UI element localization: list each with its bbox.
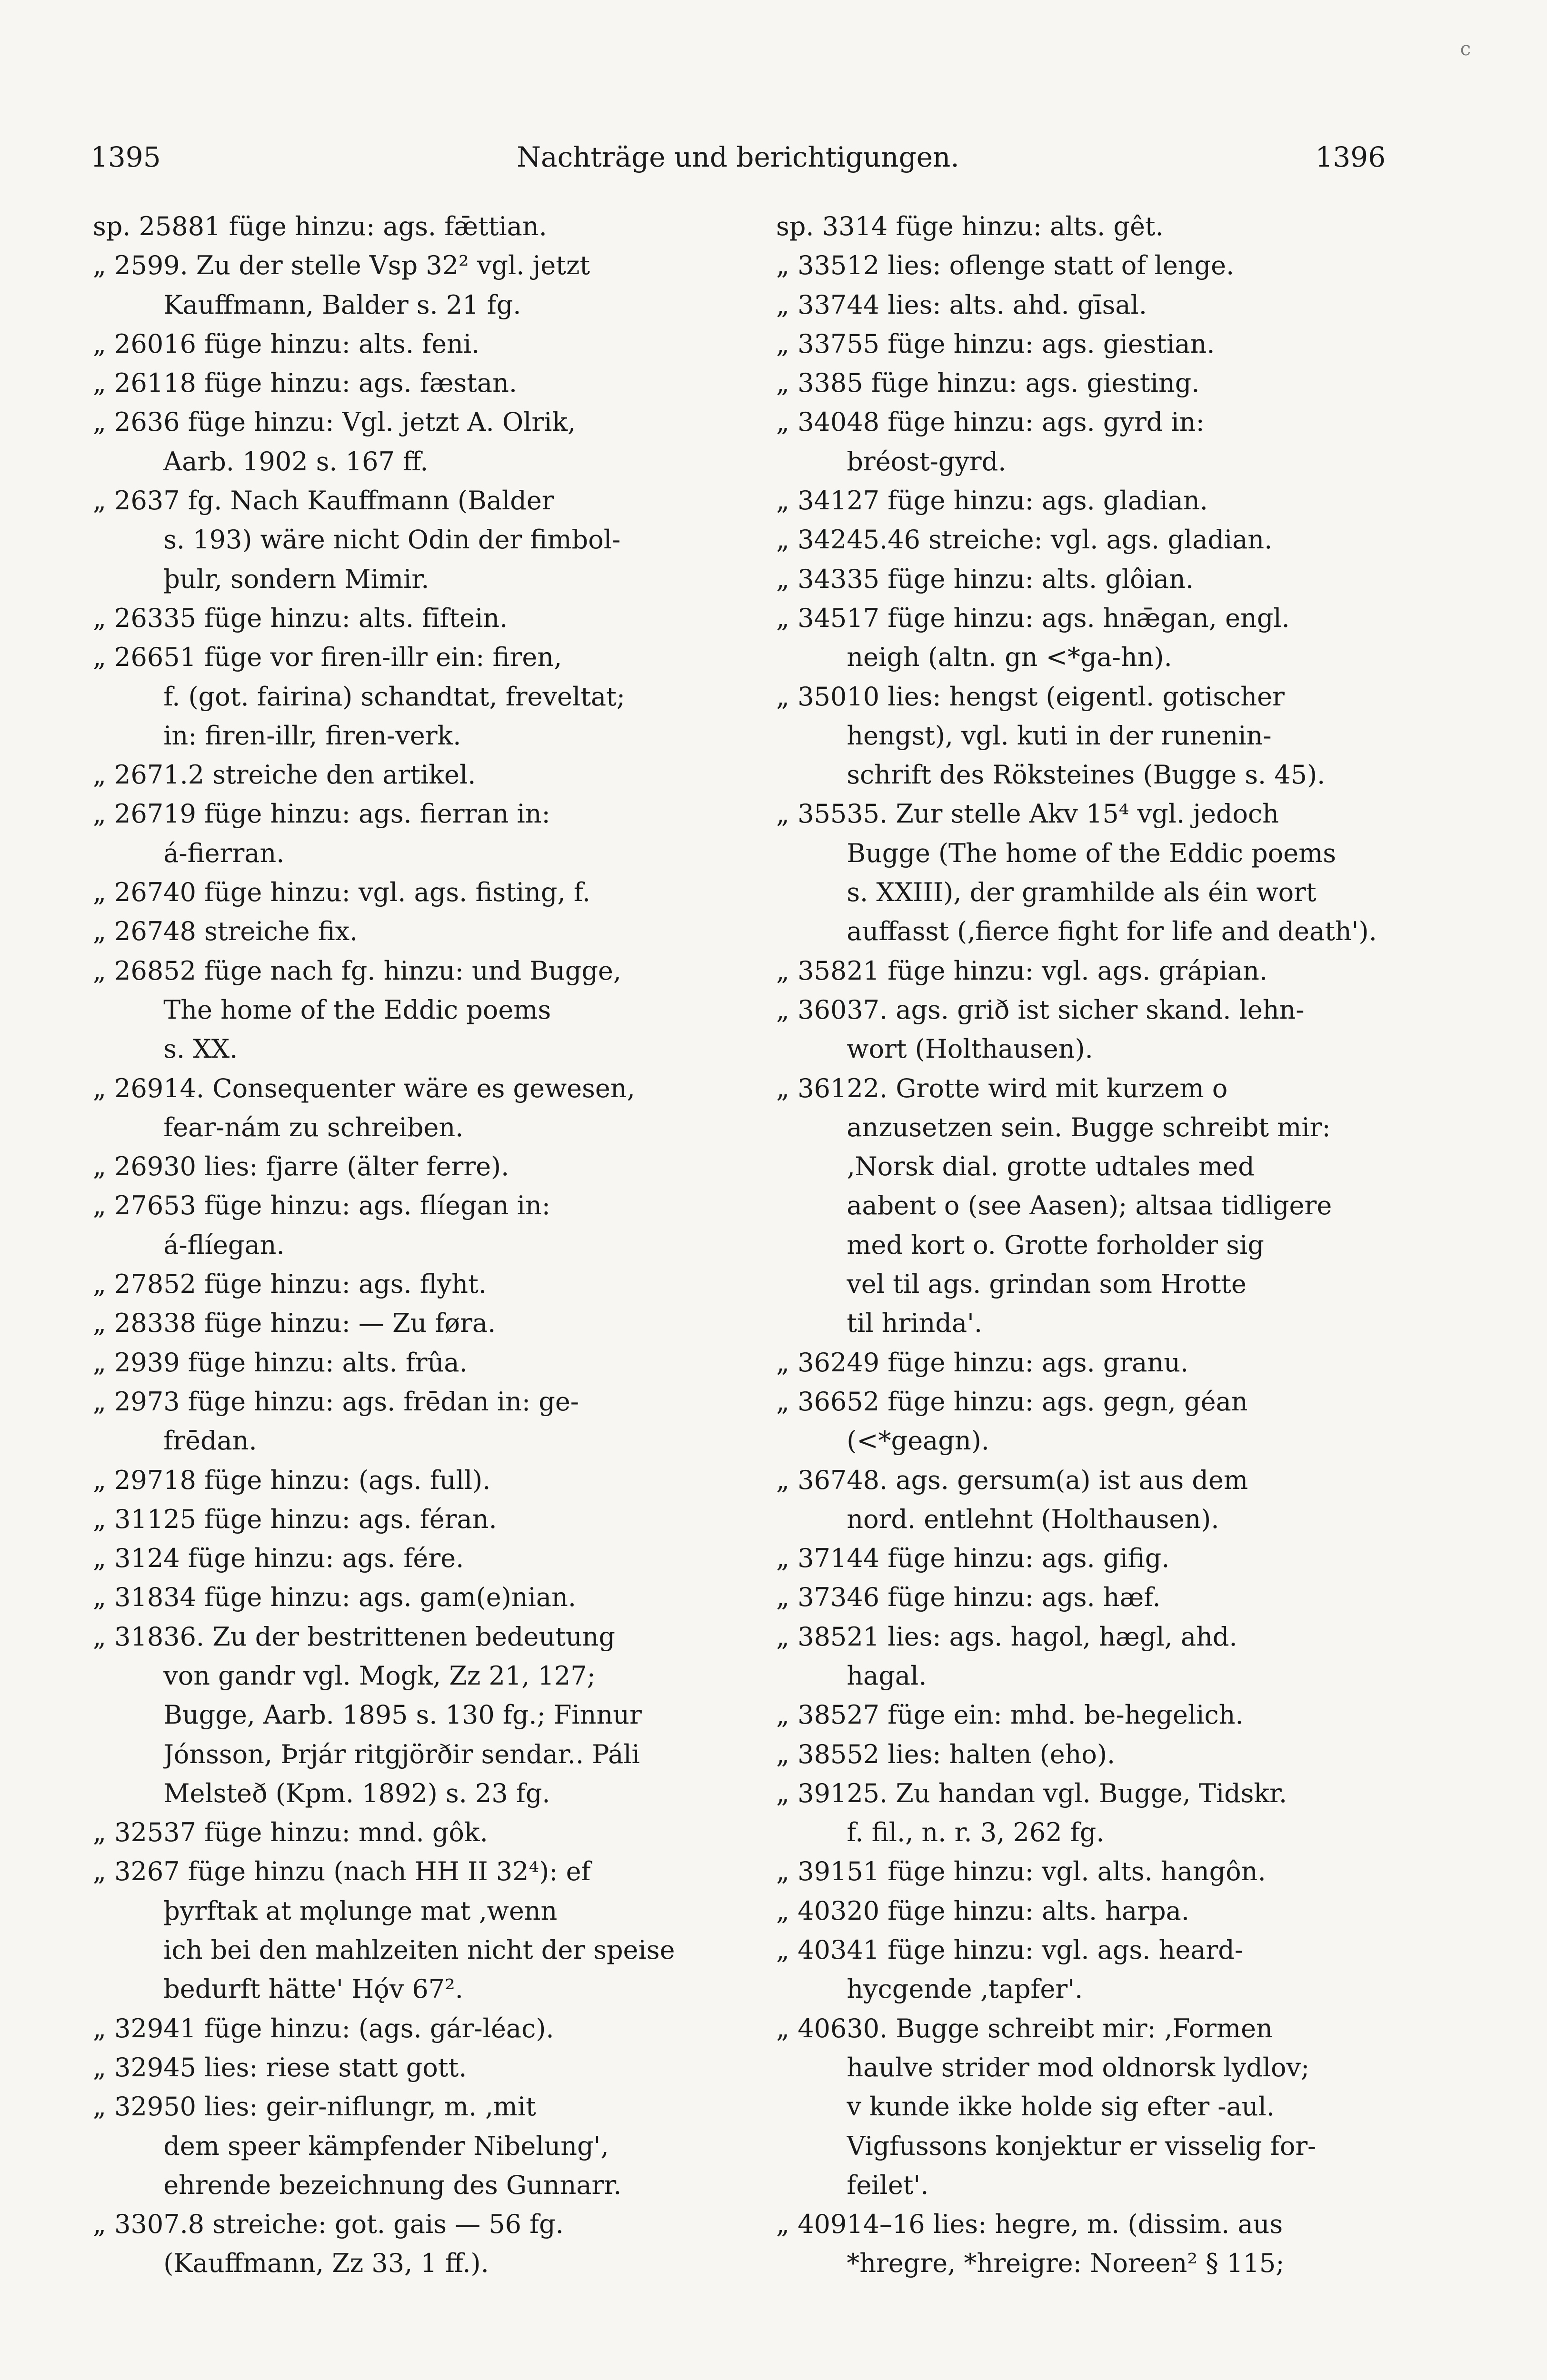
text-line: feilet'. — [847, 2170, 929, 2200]
correction-text — [163, 2087, 740, 2205]
correction-entry — [776, 286, 1424, 325]
correction-text — [188, 207, 740, 246]
correction-entry — [776, 2205, 1424, 2283]
text-line: 7 fg. Nach Kauffmann (Balder — [163, 486, 554, 516]
text-line: 27 füge ein: mhd. be-hegelich. — [847, 1700, 1244, 1730]
text-line: þyrftak at mǫlunge mat ‚wenn — [163, 1895, 558, 1926]
correction-text — [163, 1500, 740, 1539]
text-line: The home of the Eddic poems — [163, 994, 551, 1025]
text-line: 12 lies: oflenge statt of lenge. — [847, 250, 1235, 281]
column-reference: „ 276 — [93, 1190, 164, 1221]
text-line: 9 füge hinzu: alts. frûa. — [163, 1347, 468, 1378]
column-reference: „ 329 — [93, 2092, 164, 2122]
text-line: bréost-gyrd. — [847, 446, 1007, 476]
text-line: (<*geagn). — [847, 1426, 989, 1456]
column-reference: „ 366 — [776, 1386, 847, 1417]
correction-entry — [776, 1931, 1424, 2009]
page-number-right: 1396 — [1315, 141, 1386, 173]
text-line: á-fierran. — [163, 838, 285, 868]
text-line: 81 füge hinzu: ags. fǣttian. — [188, 211, 547, 241]
text-line: hengst), vgl. kuti in der runenin- — [847, 720, 1272, 751]
column-reference: „ 350 — [776, 681, 847, 712]
correction-text — [847, 794, 1424, 951]
correction-entry — [93, 2009, 740, 2048]
correction-text — [163, 325, 740, 364]
correction-text — [847, 2009, 1424, 2205]
correction-text — [163, 481, 740, 599]
text-line: anzusetzen sein. Bugge schreibt mir: — [847, 1112, 1331, 1142]
correction-entry — [93, 1813, 740, 1852]
correction-text — [847, 952, 1424, 991]
column-reference: sp. 331 — [776, 211, 871, 241]
column-reference: „ 391 — [776, 1856, 847, 1887]
text-line: s. XXIII), der gramhilde als éin wort — [847, 877, 1317, 908]
text-line: 14. Consequenter wäre es gewesen, — [163, 1073, 635, 1103]
correction-entry — [93, 1343, 740, 1382]
text-line: 48 streiche fix. — [163, 916, 358, 947]
text-line: fear-nám zu schreiben. — [163, 1112, 464, 1142]
text-line: 10 lies: hengst (eigentl. gotischer — [847, 681, 1285, 712]
text-line: 21 füge hinzu: vgl. ags. grápian. — [847, 955, 1268, 986]
text-line: 18 füge hinzu: ags. fæstan. — [163, 368, 518, 398]
column-reference: „ 318 — [93, 1582, 164, 1613]
text-line: Kauffmann, Balder s. 21 fg. — [163, 289, 521, 320]
correction-text — [163, 755, 740, 794]
text-line: ‚Norsk dial. grotte udtales med — [847, 1151, 1255, 1182]
text-line: 18 füge hinzu: (ags. full). — [163, 1465, 491, 1495]
column-reference: „ 343 — [776, 564, 847, 594]
text-line: Melsteð (Kpm. 1892) s. 23 fg. — [163, 1778, 550, 1808]
correction-entry — [776, 1735, 1424, 1774]
correction-text — [847, 1774, 1424, 1853]
text-line: 22. Grotte wird mit kurzem o — [847, 1073, 1228, 1103]
column-reference: „ 345 — [776, 603, 847, 633]
correction-entry — [776, 1343, 1424, 1382]
correction-entry — [93, 952, 740, 1069]
column-reference: „ 329 — [93, 2013, 164, 2043]
column-reference: „ 373 — [776, 1582, 847, 1613]
column-reference: „ 409 — [776, 2209, 847, 2240]
text-line: (Kauffmann, Zz 33, 1 ff.). — [163, 2248, 489, 2279]
correction-text — [163, 1186, 740, 1265]
correction-entry — [776, 1617, 1424, 1696]
column-reference: „ 391 — [776, 1778, 847, 1808]
correction-text — [163, 1382, 740, 1461]
correction-text — [847, 1461, 1424, 1539]
text-line: 34 füge hinzu: ags. gam(e)nian. — [163, 1582, 577, 1613]
correction-text — [163, 246, 740, 325]
text-line: 17 füge hinzu: ags. hnǣgan, engl. — [847, 603, 1290, 633]
text-line: 41 füge hinzu: vgl. ags. heard- — [847, 1935, 1243, 1965]
correction-entry — [93, 1265, 740, 1304]
text-line: 45 lies: riese statt gott. — [163, 2052, 467, 2082]
correction-text — [847, 991, 1424, 1069]
text-line: dem speer kämpfender Nibelung', — [163, 2131, 609, 2161]
correction-entry — [93, 1304, 740, 1343]
text-line: 21 lies: ags. hagol, hægl, ahd. — [847, 1621, 1238, 1652]
text-line: þulr, sondern Mimir. — [163, 564, 429, 594]
column-reference: „ 297 — [93, 1386, 164, 1417]
text-line: ehrende bezeichnung des Gunnarr. — [163, 2170, 622, 2200]
correction-text — [871, 207, 1424, 246]
text-line: 36. Zu der bestrittenen bedeutung — [163, 1621, 615, 1652]
correction-text — [163, 403, 740, 481]
text-line: vel til ags. grindan som Hrotte — [847, 1269, 1247, 1299]
text-line: til hrinda'. — [847, 1308, 983, 1339]
text-line: 52 füge nach fg. hinzu: und Bugge, — [163, 955, 622, 986]
correction-entry — [93, 1578, 740, 1617]
correction-entry — [93, 2048, 740, 2087]
column-reference: „ 330 — [93, 2209, 164, 2240]
correction-text — [847, 1382, 1424, 1461]
column-reference: „ 261 — [93, 368, 164, 398]
column-reference: „ 403 — [776, 1895, 847, 1926]
correction-text — [847, 520, 1424, 559]
correction-entry — [776, 1852, 1424, 1891]
text-line: 7.8 streiche: got. gais — 56 fg. — [163, 2209, 564, 2240]
text-line: auffasst (‚fierce fight for life and death'). — [847, 916, 1377, 947]
text-line: 51 füge vor firen-illr ein: firen, — [163, 642, 562, 673]
correction-entry — [93, 1382, 740, 1461]
text-line: Vigfussons konjektur er visselig for- — [847, 2131, 1317, 2161]
correction-entry — [93, 207, 740, 246]
text-line: 50 lies: geir-niflungr, m. ‚mit — [163, 2092, 536, 2122]
correction-text — [163, 873, 740, 912]
column-reference: „ 318 — [93, 1621, 164, 1652]
correction-text — [847, 1852, 1424, 1891]
text-line: von gandr vgl. Mogk, Zz 21, 127; — [163, 1660, 596, 1691]
text-line: 19 füge hinzu: ags. fierran in: — [163, 799, 550, 829]
column-reference: „ 269 — [93, 1073, 164, 1103]
column-reference: „ 260 — [93, 328, 164, 359]
correction-entry — [776, 1539, 1424, 1578]
column-reference: „ 267 — [93, 877, 164, 908]
text-line: 38 füge hinzu: — Zu føra. — [163, 1308, 496, 1339]
correction-entry — [776, 403, 1424, 481]
text-line: 46 füge hinzu: ags. hæf. — [847, 1582, 1161, 1613]
column-reference: „ 266 — [93, 642, 164, 673]
column-reference: „ 268 — [93, 955, 164, 986]
text-line: 49 füge hinzu: ags. granu. — [847, 1347, 1189, 1378]
text-line: v kunde ikke holde sig efter -aul. — [847, 2092, 1275, 2122]
correction-text — [163, 1578, 740, 1617]
text-line: schrift des Röksteines (Bugge s. 45). — [847, 760, 1326, 790]
correction-text — [847, 364, 1424, 403]
column-reference: „ 267 — [93, 760, 164, 790]
correction-text — [163, 1147, 740, 1186]
correction-entry — [93, 599, 740, 638]
text-line: 30 lies: fjarre (älter ferre). — [163, 1151, 509, 1182]
column-reference: „ 297 — [93, 1465, 164, 1495]
correction-text — [163, 599, 740, 638]
column-reference: sp. 258 — [93, 211, 188, 241]
text-line: 9. Zu der stelle Vsp 32² vgl. jetzt — [163, 250, 590, 281]
text-line: 52 lies: halten (eho). — [847, 1739, 1116, 1769]
correction-entry — [93, 246, 740, 325]
correction-entry — [93, 873, 740, 912]
text-line: Aarb. 1902 s. 167 ff. — [163, 446, 429, 476]
text-line: 14–16 lies: hegre, m. (dissim. aus — [847, 2209, 1283, 2240]
correction-text — [163, 1617, 740, 1813]
text-line: 5 füge hinzu: ags. giesting. — [847, 368, 1200, 398]
column-reference: „ 385 — [776, 1621, 847, 1652]
correction-text — [163, 364, 740, 403]
text-line: 51 füge hinzu: vgl. alts. hangôn. — [847, 1856, 1266, 1887]
correction-entry — [93, 1069, 740, 1148]
running-header — [90, 138, 1386, 176]
correction-entry — [93, 1539, 740, 1578]
column-reference: „ 312 — [93, 1543, 164, 1574]
correction-entry — [93, 1186, 740, 1265]
text-line: s. 193) wäre nicht Odin der fimbol- — [163, 525, 621, 555]
correction-text — [163, 1539, 740, 1578]
text-line: 3 füge hinzu: ags. frēdan in: ge- — [163, 1386, 579, 1417]
column-reference: „ 342 — [776, 525, 847, 555]
text-line: wort (Holthausen). — [847, 1034, 1093, 1064]
correction-text — [847, 560, 1424, 599]
column-reference: „ 358 — [776, 955, 847, 986]
column-reference: „ 263 — [93, 407, 164, 437]
column-reference: „ 406 — [776, 2013, 847, 2043]
text-line: Bugge, Aarb. 1895 s. 130 fg.; Finnur — [163, 1700, 642, 1730]
correction-text — [847, 286, 1424, 325]
correction-entry — [93, 325, 740, 364]
text-line: 7 füge hinzu (nach HH II 32⁴): ef — [163, 1856, 591, 1887]
correction-text — [163, 912, 740, 951]
correction-entry — [776, 246, 1424, 285]
text-line: 16 füge hinzu: alts. feni. — [163, 328, 480, 359]
text-line: 25. Zu handan vgl. Bugge, Tidskr. — [847, 1778, 1288, 1808]
correction-entry — [93, 794, 740, 873]
text-line: s. XX. — [163, 1034, 238, 1064]
correction-entry — [93, 364, 740, 403]
column-reference: „ 360 — [776, 994, 847, 1025]
correction-text — [847, 1343, 1424, 1382]
correction-entry — [93, 1461, 740, 1500]
correction-entry — [776, 364, 1424, 403]
text-line: 48 füge hinzu: ags. gyrd in: — [847, 407, 1205, 437]
text-line: á-flíegan. — [163, 1230, 285, 1260]
text-line: 37 füge hinzu: mnd. gôk. — [163, 1817, 488, 1848]
correction-text — [847, 1578, 1424, 1617]
text-line: hycgende ‚tapfer'. — [847, 1974, 1083, 2004]
column-reference: „ 367 — [776, 1465, 847, 1495]
text-line: 35. Zur stelle Akv 15⁴ vgl. jedoch — [847, 799, 1279, 829]
text-line: 52 füge hinzu: ags. flyht. — [163, 1269, 487, 1299]
column-reference: „ 337 — [776, 289, 847, 320]
column-reference: „ 259 — [93, 250, 164, 281]
correction-text — [163, 2205, 740, 2283]
text-line: f. (got. fairina) schandtat, freveltat; — [163, 681, 626, 712]
column-reference: „ 269 — [93, 1151, 164, 1182]
right-column — [776, 207, 1424, 2283]
correction-text — [847, 481, 1424, 520]
text-line: 41 füge hinzu: (ags. gár-léac). — [163, 2013, 554, 2043]
text-line: 53 füge hinzu: ags. flíegan in: — [163, 1190, 550, 1221]
correction-text — [847, 403, 1424, 481]
text-line: nord. entlehnt (Holthausen). — [847, 1504, 1219, 1534]
correction-text — [163, 1813, 740, 1852]
text-line: hagal. — [847, 1660, 927, 1691]
correction-entry — [93, 638, 740, 755]
text-line: 35 füge hinzu: alts. fīftein. — [163, 603, 508, 633]
text-line: 37. ags. grið ist sicher skand. lehn- — [847, 994, 1305, 1025]
correction-text — [163, 952, 740, 1069]
page-title: Nachträge und berichtigungen. — [517, 141, 959, 173]
column-reference: „ 338 — [776, 368, 847, 398]
column-reference: „ 403 — [776, 1935, 847, 1965]
text-line: frēdan. — [163, 1426, 257, 1456]
column-reference: „ 329 — [93, 2052, 164, 2082]
text-line: 48. ags. gersum(a) ist aus dem — [847, 1465, 1248, 1495]
column-reference: „ 326 — [93, 1856, 164, 1887]
correction-text — [163, 2009, 740, 2048]
correction-entry — [776, 2009, 1424, 2205]
text-line: 27 füge hinzu: ags. gladian. — [847, 486, 1208, 516]
text-line: 35 füge hinzu: alts. glôian. — [847, 564, 1194, 594]
text-line: 25 füge hinzu: ags. féran. — [163, 1504, 497, 1534]
correction-entry — [776, 1461, 1424, 1539]
column-reference: „ 340 — [776, 407, 847, 437]
text-line: 40 füge hinzu: vgl. ags. fisting, f. — [163, 877, 591, 908]
correction-text — [163, 1304, 740, 1343]
correction-text — [163, 1852, 740, 2009]
correction-text — [163, 2048, 740, 2087]
correction-text — [847, 325, 1424, 364]
text-line: 45.46 streiche: vgl. ags. gladian. — [847, 525, 1273, 555]
column-reference: „ 385 — [776, 1700, 847, 1730]
correction-text — [847, 677, 1424, 795]
column-reference: „ 361 — [776, 1073, 847, 1103]
correction-entry — [776, 1578, 1424, 1617]
correction-text — [847, 1892, 1424, 1931]
text-line: 6 füge hinzu: Vgl. jetzt A. Olrik, — [163, 407, 576, 437]
correction-entry — [776, 1382, 1424, 1461]
page-number-left: 1395 — [90, 141, 161, 173]
text-line: neigh (altn. gn <*ga-hn). — [847, 642, 1172, 673]
correction-text — [847, 1617, 1424, 1696]
correction-entry — [93, 1147, 740, 1186]
correction-entry — [776, 1069, 1424, 1343]
text-line: haulve strider mod oldnorsk lydlov; — [847, 2052, 1310, 2082]
correction-entry — [776, 1696, 1424, 1735]
column-reference: „ 355 — [776, 799, 847, 829]
text-line: 55 füge hinzu: ags. giestian. — [847, 328, 1215, 359]
text-line: ich bei den mahlzeiten nicht der speise — [163, 1935, 675, 1965]
correction-text — [163, 1069, 740, 1148]
column-reference: „ 263 — [93, 486, 164, 516]
text-line: 44 lies: alts. ahd. gīsal. — [847, 289, 1147, 320]
correction-entry — [776, 991, 1424, 1069]
correction-entry — [776, 325, 1424, 364]
column-reference: „ 283 — [93, 1308, 164, 1339]
text-line: bedurft hätte' Hǫ́v 67². — [163, 1974, 463, 2004]
correction-text — [847, 1539, 1424, 1578]
column-reference: „ 385 — [776, 1739, 847, 1769]
correction-entry — [776, 794, 1424, 951]
correction-entry — [93, 2205, 740, 2283]
correction-entry — [776, 560, 1424, 599]
text-line: Jónsson, Þrjár ritgjörðir sendar.. Páli — [163, 1739, 640, 1769]
correction-entry — [93, 481, 740, 599]
text-line: *hregre, *hreigre: Noreen² § 115; — [847, 2248, 1285, 2279]
correction-entry — [93, 755, 740, 794]
text-line: 4 füge hinzu: alts. gêt. — [871, 211, 1164, 241]
correction-text — [847, 246, 1424, 285]
correction-text — [163, 638, 740, 755]
correction-entry — [776, 520, 1424, 559]
correction-text — [847, 599, 1424, 677]
text-line: 44 füge hinzu: ags. gifig. — [847, 1543, 1170, 1574]
text-line: 1.2 streiche den artikel. — [163, 760, 476, 790]
correction-entry — [776, 952, 1424, 991]
correction-entry — [93, 2087, 740, 2205]
text-line: 4 füge hinzu: ags. fére. — [163, 1543, 464, 1574]
correction-entry — [93, 1500, 740, 1539]
text-line: 20 füge hinzu: alts. harpa. — [847, 1895, 1189, 1926]
column-reference: „ 341 — [776, 486, 847, 516]
left-column — [93, 207, 740, 2283]
corner-mark: c — [1460, 38, 1471, 60]
correction-text — [847, 1735, 1424, 1774]
column-reference: „ 325 — [93, 1817, 164, 1848]
column-reference: „ 278 — [93, 1269, 164, 1299]
text-line: Bugge (The home of the Eddic poems — [847, 838, 1336, 868]
column-reference: „ 362 — [776, 1347, 847, 1378]
correction-entry — [776, 1892, 1424, 1931]
text-line: in: firen-illr, firen-verk. — [163, 720, 461, 751]
correction-entry — [93, 1852, 740, 2009]
column-reference: „ 267 — [93, 916, 164, 947]
correction-entry — [776, 207, 1424, 246]
correction-entry — [776, 1774, 1424, 1853]
correction-entry — [776, 677, 1424, 795]
correction-text — [163, 1343, 740, 1382]
correction-text — [163, 1265, 740, 1304]
column-reference: „ 337 — [776, 328, 847, 359]
correction-text — [847, 1696, 1424, 1735]
column-reference: „ 263 — [93, 603, 164, 633]
column-reference: „ 267 — [93, 799, 164, 829]
correction-entry — [93, 912, 740, 951]
correction-text — [163, 1461, 740, 1500]
correction-entry — [776, 481, 1424, 520]
correction-text — [847, 1931, 1424, 2009]
text-line: med kort o. Grotte forholder sig — [847, 1230, 1264, 1260]
text-line: aabent o (see Aasen); altsaa tidligere — [847, 1190, 1332, 1221]
text-line: f. fil., n. r. 3, 262 fg. — [847, 1817, 1105, 1848]
column-reference: „ 335 — [776, 250, 847, 281]
column-reference: „ 311 — [93, 1504, 164, 1534]
correction-entry — [776, 599, 1424, 677]
text-line: 52 füge hinzu: ags. gegn, géan — [847, 1386, 1248, 1417]
text-line: 30. Bugge schreibt mir: ‚Formen — [847, 2013, 1273, 2043]
correction-text — [163, 794, 740, 873]
correction-text — [847, 1069, 1424, 1343]
column-reference: „ 293 — [93, 1347, 164, 1378]
correction-entry — [93, 403, 740, 481]
correction-text — [847, 2205, 1424, 2283]
correction-entry — [93, 1617, 740, 1813]
column-reference: „ 371 — [776, 1543, 847, 1574]
